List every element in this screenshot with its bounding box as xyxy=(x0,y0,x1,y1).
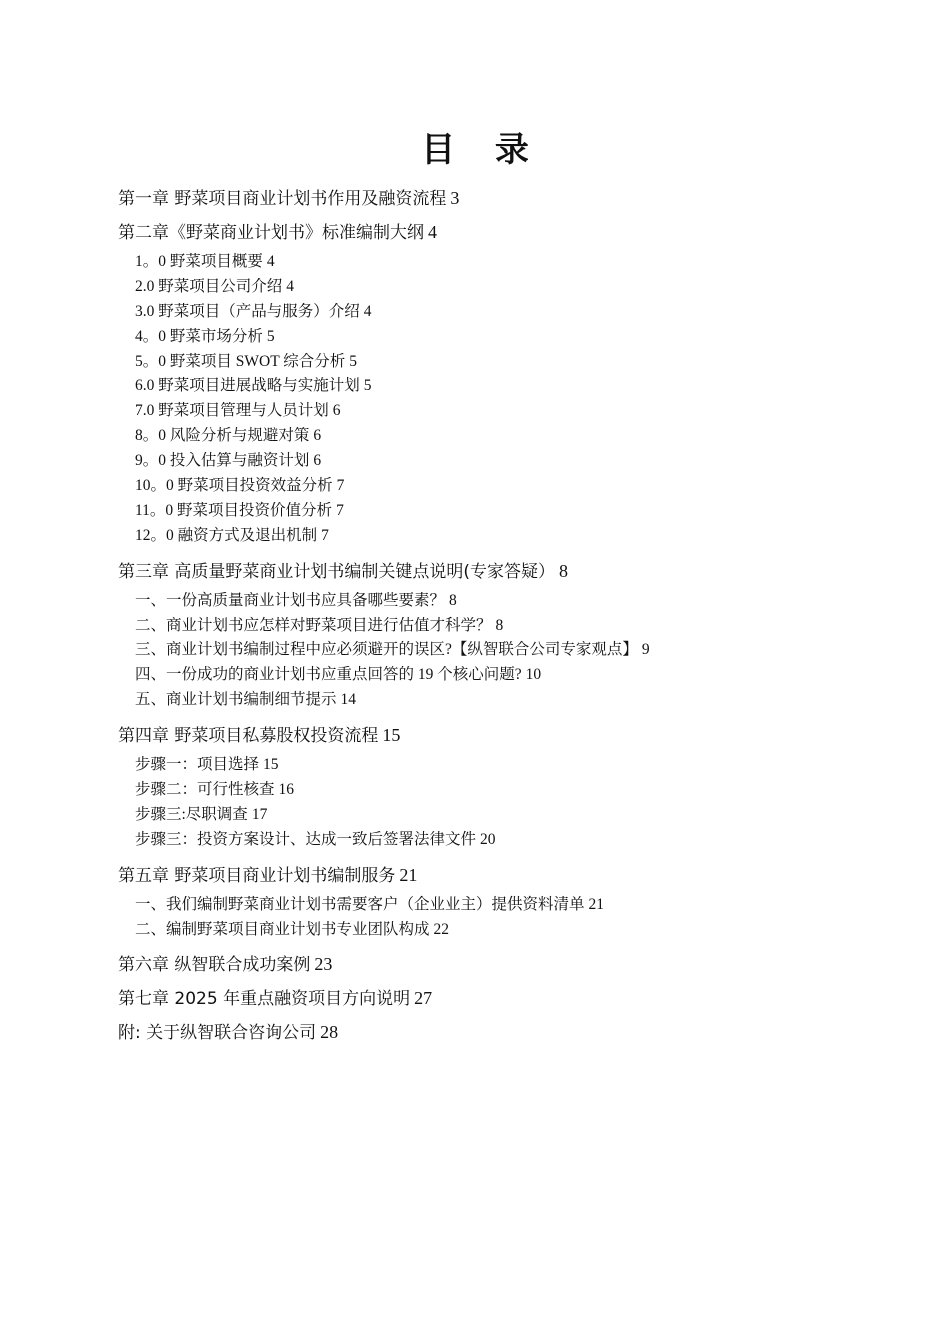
toc-section-page: 4 xyxy=(363,302,372,320)
toc-section-entry[interactable] xyxy=(118,778,878,803)
toc-section-entry[interactable] xyxy=(118,300,878,325)
toc-section-entry[interactable] xyxy=(118,688,878,713)
toc-chapter-entry[interactable] xyxy=(118,863,878,887)
toc-section-label: 11。0 野菜项目投资价值分析 xyxy=(135,501,333,519)
toc-section-list xyxy=(118,893,878,943)
toc-section-label: 6.0 野菜项目进展战略与实施计划 xyxy=(135,377,360,395)
toc-section-page: 4 xyxy=(266,253,275,270)
toc-chapter-entry[interactable] xyxy=(118,723,878,747)
toc-section-entry[interactable] xyxy=(118,449,878,474)
toc-section-page: 8 xyxy=(495,616,504,634)
toc-chapter-entry[interactable] xyxy=(118,220,878,244)
toc-chapter-page: 8 xyxy=(559,560,569,581)
toc-chapter-page: 4 xyxy=(428,222,437,242)
toc-section-page: 21 xyxy=(588,895,605,913)
toc-section-entry[interactable] xyxy=(118,250,878,275)
toc-section-page: 6 xyxy=(313,452,322,470)
table-of-contents xyxy=(118,186,878,1050)
toc-section-entry[interactable] xyxy=(118,803,878,828)
toc-section-page: 5 xyxy=(363,377,372,395)
toc-chapter-page: 27 xyxy=(414,988,433,1009)
toc-section-label: 二、编制野菜项目商业计划书专业团队构成 xyxy=(135,920,430,938)
toc-section-entry[interactable] xyxy=(118,499,878,524)
toc-section-label: 10。0 野菜项目投资效益分析 xyxy=(135,477,333,495)
toc-section-label: 12。0 融资方式及退出机制 xyxy=(135,526,318,544)
toc-section-entry[interactable] xyxy=(118,275,878,300)
toc-section-label: 五、商业计划书编制细节提示 xyxy=(135,691,337,709)
toc-section-label: 一、一份高质量商业计划书应具备哪些要素？ xyxy=(135,591,446,609)
toc-section-page: 7 xyxy=(321,526,329,544)
toc-section-entry[interactable] xyxy=(118,474,878,499)
toc-section-page: 6 xyxy=(313,427,322,445)
toc-chapter-entry[interactable] xyxy=(118,986,878,1010)
toc-section-label: 5。0 野菜项目 SWOT 综合分析 xyxy=(135,352,346,370)
toc-section-page: 5 xyxy=(349,352,358,370)
toc-section-label: 三、商业计划书编制过程中应必须避开的误区?【纵智联合公司专家观点】 xyxy=(135,641,638,659)
toc-section-page: 4 xyxy=(286,277,295,295)
toc-section-label: 一、我们编制野菜商业计划书需要客户（企业业主）提供资料清单 xyxy=(135,895,585,913)
toc-section-label: 二、商业计划书应怎样对野菜项目进行估值才科学？ xyxy=(135,616,492,634)
toc-section-label: 8。0 风险分析与规避对策 xyxy=(135,427,310,445)
toc-section-page: 7 xyxy=(336,501,344,519)
toc-section-entry[interactable] xyxy=(118,424,878,449)
toc-section-label: 3.0 野菜项目（产品与服务）介绍 xyxy=(135,302,360,320)
toc-chapter-page: 23 xyxy=(314,954,333,975)
toc-section-page: 22 xyxy=(433,920,450,938)
toc-section-entry[interactable] xyxy=(118,893,878,918)
toc-chapter-entry[interactable] xyxy=(118,952,878,976)
toc-section-entry[interactable] xyxy=(118,753,878,778)
toc-section-entry[interactable] xyxy=(118,663,878,688)
toc-section-page: 17 xyxy=(251,805,268,823)
toc-section-page: 20 xyxy=(480,830,496,848)
toc-section-label: 9。0 投入估算与融资计划 xyxy=(135,452,310,470)
toc-chapter-page: 21 xyxy=(399,864,418,885)
toc-section-entry[interactable] xyxy=(118,614,878,639)
toc-section-entry[interactable] xyxy=(118,374,878,399)
toc-section-page: 15 xyxy=(263,756,279,774)
toc-section-page: 10 xyxy=(525,666,542,684)
toc-chapter-label: 第三章 高质量野菜商业计划书编制关键点说明(专家答疑） xyxy=(118,561,556,582)
toc-section-label: 2.0 野菜项目公司介绍 xyxy=(135,277,283,295)
toc-section-entry[interactable] xyxy=(118,638,878,663)
toc-section-label: 步骤一：项目选择 xyxy=(135,756,260,774)
toc-section-label: 4。0 野菜市场分析 xyxy=(135,327,263,345)
toc-section-entry[interactable] xyxy=(118,350,878,375)
toc-section-label: 步骤二：可行性核查 xyxy=(135,781,275,799)
toc-chapter-label: 第七章 2025 年重点融资项目方向说明 xyxy=(118,989,411,1010)
toc-section-entry[interactable] xyxy=(118,918,878,943)
toc-section-list xyxy=(118,250,878,549)
toc-section-list xyxy=(118,589,878,713)
toc-chapter-entry[interactable] xyxy=(118,186,878,210)
toc-section-page: 6 xyxy=(332,402,341,420)
toc-chapter-label: 附: 关于纵智联合咨询公司 xyxy=(118,1023,317,1044)
toc-section-label: 四、一份成功的商业计划书应重点回答的 19 个核心问题? xyxy=(135,666,522,684)
toc-section-label: 7.0 野菜项目管理与人员计划 xyxy=(135,402,329,420)
toc-section-entry[interactable] xyxy=(118,325,878,350)
toc-section-entry[interactable] xyxy=(118,524,878,549)
toc-chapter-page: 28 xyxy=(320,1022,339,1043)
toc-section-label: 1。0 野菜项目概要 xyxy=(135,253,263,270)
toc-section-page: 7 xyxy=(336,477,345,495)
toc-section-page: 8 xyxy=(449,591,457,609)
toc-section-entry[interactable] xyxy=(118,828,878,853)
toc-section-list xyxy=(118,753,878,853)
toc-section-page: 5 xyxy=(266,327,275,345)
toc-chapter-label: 第一章 野菜项目商业计划书作用及融资流程 xyxy=(118,189,447,209)
toc-chapter-label: 第五章 野菜项目商业计划书编制服务 xyxy=(118,865,396,886)
toc-section-page: 16 xyxy=(278,781,295,799)
toc-section-entry[interactable] xyxy=(118,399,878,424)
toc-section-page: 14 xyxy=(340,691,357,709)
toc-section-entry[interactable] xyxy=(118,589,878,614)
toc-section-label: 步骤三：投资方案设计、达成一致后签署法律文件 xyxy=(135,830,477,848)
toc-chapter-label: 第六章 纵智联合成功案例 xyxy=(118,955,311,976)
toc-chapter-entry[interactable] xyxy=(118,1020,878,1044)
toc-chapter-page: 15 xyxy=(382,725,401,746)
toc-section-page: 9 xyxy=(641,641,650,659)
toc-chapter-entry[interactable] xyxy=(118,559,878,583)
toc-chapter-label: 第二章《野菜商业计划书》标准编制大纲 xyxy=(118,223,424,243)
toc-section-label: 步骤三:尽职调查 xyxy=(135,805,248,823)
toc-chapter-page: 3 xyxy=(450,188,460,208)
page-title: 目 录 xyxy=(421,130,543,170)
toc-chapter-label: 第四章 野菜项目私募股权投资流程 xyxy=(118,726,379,747)
